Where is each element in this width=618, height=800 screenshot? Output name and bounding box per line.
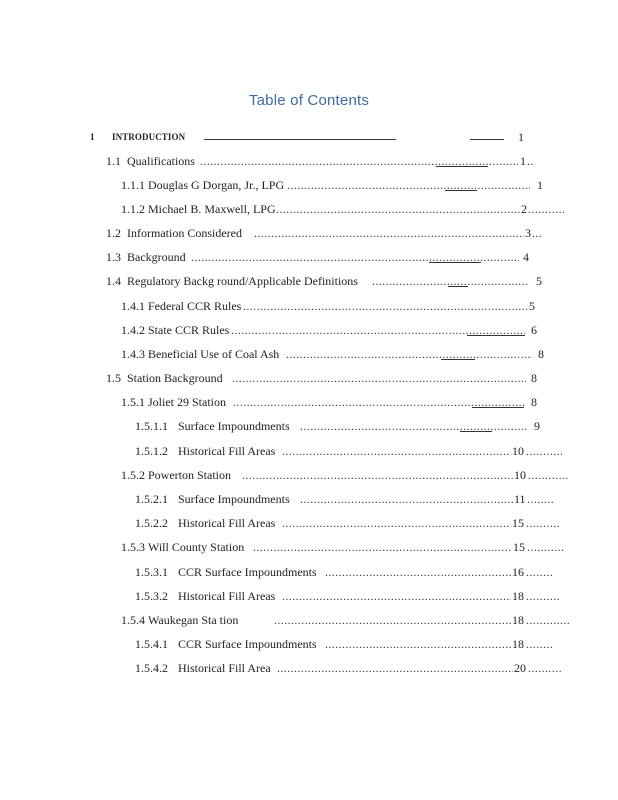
toc-label: Background [127,250,186,264]
toc-leader-rule [204,139,396,140]
toc-page-number: 18 [512,613,524,627]
toc-label: INTRODUCTION [112,132,186,142]
toc-leader-dots [325,636,511,652]
toc-label: Station Background [127,371,223,385]
toc-underline [448,286,468,287]
toc-leader-dots [282,443,511,459]
toc-leader-dots [526,515,560,531]
toc-entry[interactable] [0,201,618,217]
toc-label: Joliet 29 Station [148,395,226,409]
toc-label: Qualifications [127,154,195,168]
toc-underline [429,262,481,263]
toc-page-number: 10 [512,444,524,458]
toc-entry[interactable] [0,249,618,265]
toc-leader-dots [282,515,511,531]
toc-leader-dots [254,225,524,241]
toc-leader-rule [470,139,504,140]
toc-page-number: 1 [518,130,524,144]
toc-page-number: 3 [525,226,531,240]
toc-entry[interactable] [0,564,618,580]
toc-label: Douglas G Dorgan, Jr., LPG [148,178,285,192]
toc-leader-dots [528,201,564,217]
toc-page-number: 16 [512,565,524,579]
page-title: Table of Contents [248,92,370,109]
toc-leader-dots [276,201,520,217]
toc-leader-dots [532,225,541,241]
toc-leader-dots [300,491,513,507]
toc-label: Regulatory Backg round/Applicable Definitions [127,274,358,288]
toc-leader-dots [325,564,511,580]
toc-number: 1.2 [106,226,121,240]
toc-entry[interactable] [0,636,618,652]
toc-number: 1.5.2 [121,468,145,482]
toc-leader-dots [527,539,565,555]
toc-page-number: 8 [531,371,537,385]
toc-label: Surface Impoundments [178,419,290,433]
toc-number: 1.5 [106,371,121,385]
toc-page-number: 15 [512,516,524,530]
toc-number: 1.5.4.2 [135,661,168,675]
toc-leader-dots [282,588,511,604]
toc-page-number: 11 [514,492,526,506]
toc-number: 1.4.3 [121,347,145,361]
toc-number: 1.5.1.1 [135,419,168,433]
toc-page-number: 18 [512,589,524,603]
toc-label: Information Considered [127,226,242,240]
toc-label: Surface Impoundments [178,492,290,506]
toc-underline [467,335,525,336]
toc-entry[interactable] [0,660,618,676]
toc-entry[interactable] [0,225,618,241]
toc-number: 1.4.2 [121,323,145,337]
toc-page-number: 9 [534,419,540,433]
toc-entry[interactable] [0,177,618,193]
toc-page-number: 10 [514,468,526,482]
toc-number: 1.5.3 [121,540,145,554]
toc-page-number: 18 [512,637,524,651]
toc-page-number: 1 [520,154,526,168]
toc-number: 1.5.2.2 [135,516,168,530]
toc-number: 1.3 [106,250,121,264]
toc-leader-dots [243,298,528,314]
toc-leader-dots [277,660,513,676]
toc-page-number: 4 [523,250,529,264]
toc-number: 1.4.1 [121,299,145,313]
toc-page-number: 5 [529,299,535,313]
toc-leader-dots [286,346,532,362]
toc-number: 1.5.2.1 [135,492,168,506]
toc-entry[interactable] [0,491,618,507]
toc-leader-dots [253,539,512,555]
toc-number: 1.5.3.2 [135,589,168,603]
toc-entry-introduction[interactable] [0,129,618,145]
toc-page-number: 20 [514,661,526,675]
toc-page-number: 2 [521,202,527,216]
toc-label: Waukegan Sta tion [148,613,239,627]
toc-leader-dots [527,491,555,507]
toc-underline [460,431,492,432]
toc-number: 1.5.1.2 [135,444,168,458]
toc-label: Historical Fill Area [178,661,271,675]
toc-entry[interactable] [0,612,618,628]
toc-number: 1.5.3.1 [135,565,168,579]
toc-number: 1.1.2 [121,202,145,216]
toc-leader-dots [274,612,511,628]
toc-entry[interactable] [0,346,618,362]
toc-label: CCR Surface Impoundments [178,637,317,651]
toc-label: Powerton Station [148,468,231,482]
toc-number: 1.4 [106,274,121,288]
toc-underline [436,166,488,167]
toc-page-number: 1 [537,178,543,192]
toc-page-number: 5 [536,274,542,288]
toc-entry[interactable] [0,467,618,483]
toc-number: 1.5.4.1 [135,637,168,651]
toc-leader-dots [242,467,513,483]
toc-label: Federal CCR Rules [148,299,242,313]
toc-page-number: 6 [531,323,537,337]
toc-entry[interactable] [0,298,618,314]
toc-leader-dots [526,443,562,459]
toc-leader-dots [287,177,530,193]
toc-entry[interactable] [0,370,618,386]
toc-leader-dots [300,418,528,434]
toc-leader-dots [232,370,526,386]
toc-leader-dots [526,564,552,580]
toc-page-number: 8 [538,347,544,361]
toc-number: 1.5.4 [121,613,145,627]
toc-leader-dots [527,153,533,169]
toc-page-number: 15 [513,540,525,554]
toc-label: Historical Fill Areas [178,444,276,458]
toc-entry[interactable] [0,588,618,604]
toc-label: State CCR Rules [148,323,230,337]
toc-underline [472,407,524,408]
toc-underline [445,190,477,191]
toc-label: Michael B. Maxwell, LPG [148,202,276,216]
toc-label: Historical Fill Areas [178,516,276,530]
toc-entry[interactable] [0,322,618,338]
toc-number: 1.5.1 [121,395,145,409]
toc-leader-dots [526,612,570,628]
toc-label: Historical Fill Areas [178,589,276,603]
toc-number: 1.1.1 [121,178,145,192]
toc-entry[interactable] [0,515,618,531]
toc-page-number: 8 [531,395,537,409]
toc-leader-dots [526,588,560,604]
toc-label: CCR Surface Impoundments [178,565,317,579]
toc-entry[interactable] [0,443,618,459]
toc-number: 1 [90,132,95,142]
toc-underline [441,359,475,360]
toc-label: Will County Station [148,540,245,554]
toc-leader-dots [528,660,562,676]
toc-leader-dots [528,467,568,483]
toc-label: Beneficial Use of Coal Ash [148,347,280,361]
toc-entry[interactable] [0,273,618,289]
toc-number: 1.1 [106,154,121,168]
toc-entry[interactable] [0,394,618,410]
toc-entry[interactable] [0,539,618,555]
toc-leader-dots [526,636,552,652]
toc-entry[interactable] [0,418,618,434]
toc-entry[interactable] [0,153,618,169]
